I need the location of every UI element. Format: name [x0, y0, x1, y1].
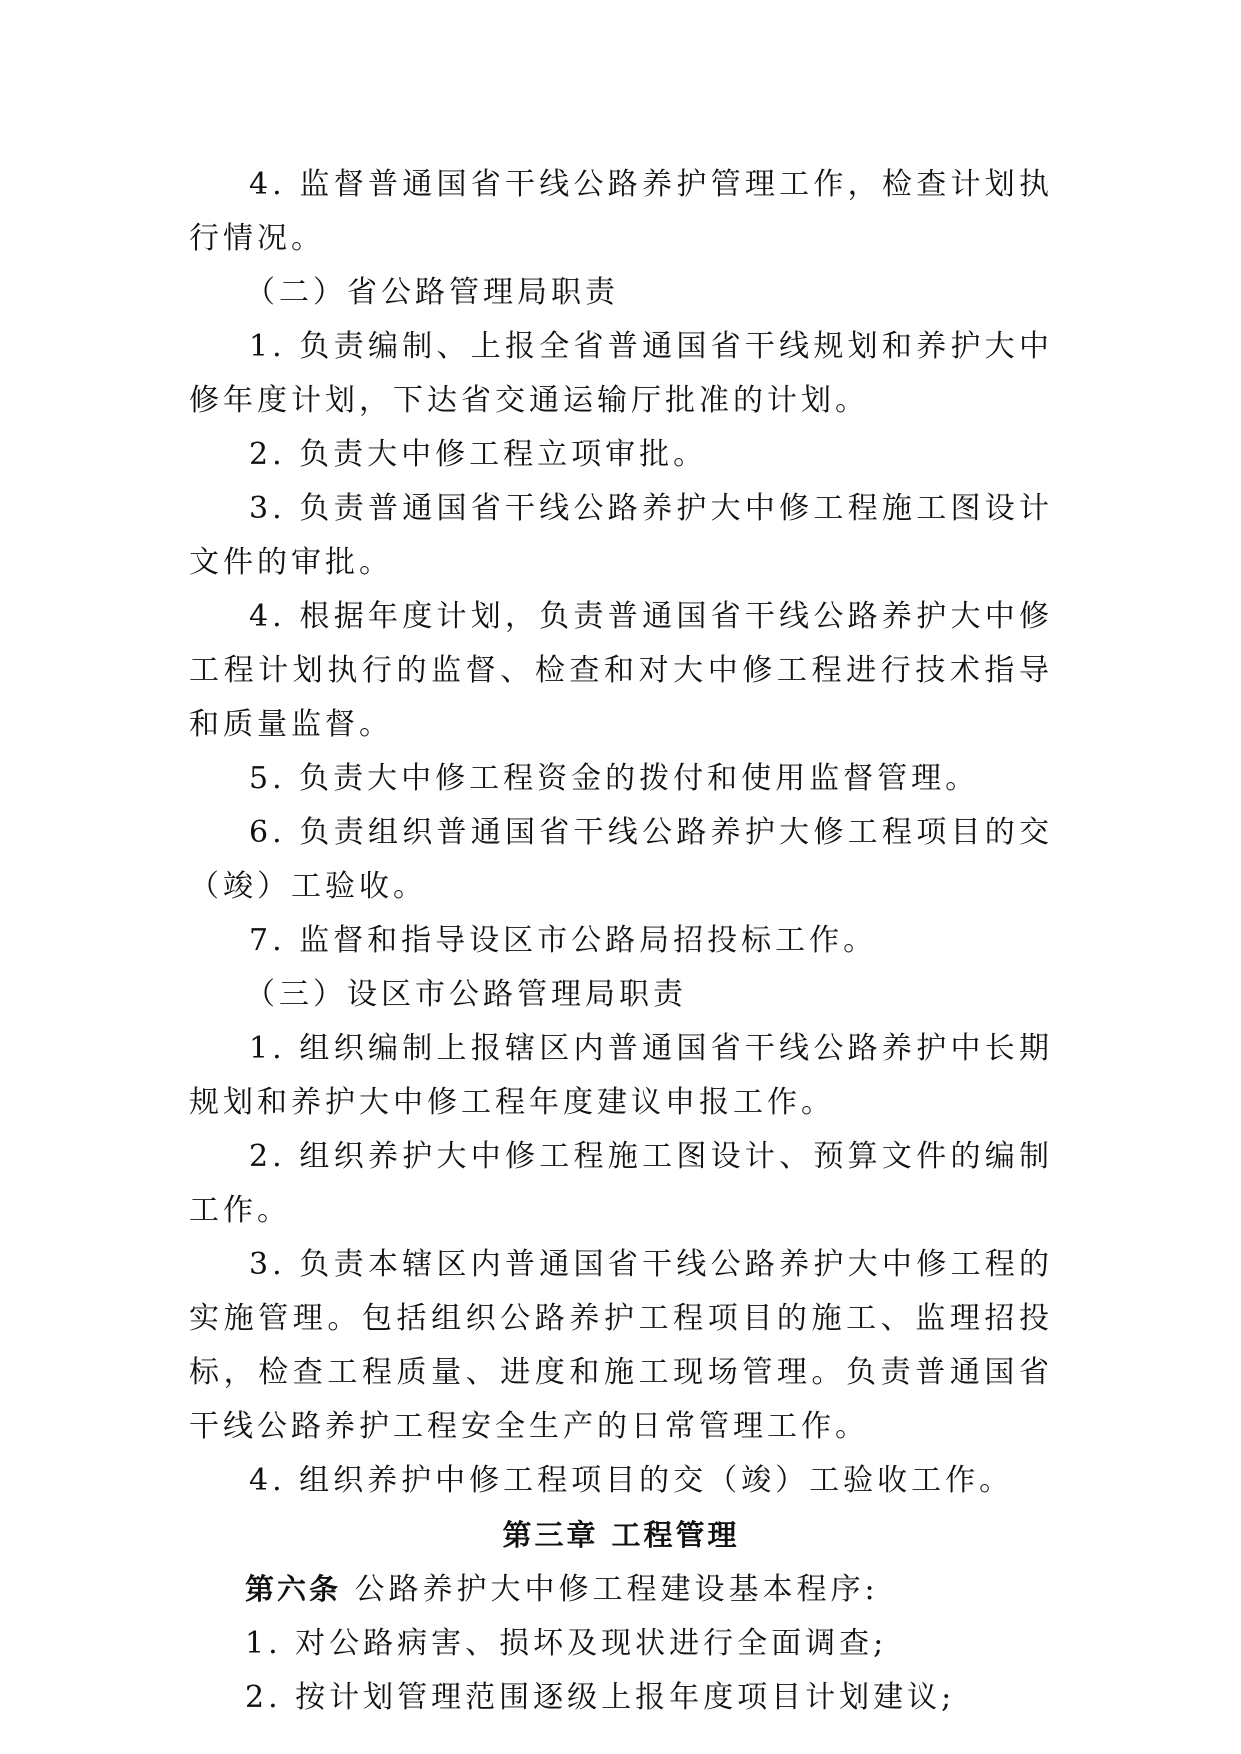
paragraph-city-item-4: 4. 组织养护中修工程项目的交（竣）工验收工作。 [249, 1463, 1014, 1498]
procedure-step-2: 2. 按计划管理范围逐级上报年度项目计划建议; [245, 1680, 956, 1715]
article-text: 公路养护大中修工程建设基本程序: [341, 1572, 879, 1607]
section-heading-provincial-bureau: （二）省公路管理局职责 [245, 275, 619, 310]
document-body [189, 158, 1053, 1725]
paragraph-city-item-2: 2. 组织养护大中修工程施工图设计、预算文件的编制工作。 [189, 1139, 1053, 1228]
paragraph-item-5-funds: 5. 负责大中修工程资金的拨付和使用监督管理。 [249, 761, 980, 796]
paragraph-item-7-bidding: 7. 监督和指导设区市公路局招投标工作。 [249, 923, 878, 958]
paragraph-item-2-approval: 2. 负责大中修工程立项审批。 [249, 437, 708, 472]
paragraph-item-4-supervise: 4. 监督普通国省干线公路养护管理工作，检查计划执行情况。 [189, 167, 1053, 256]
paragraph-city-item-3: 3. 负责本辖区内普通国省干线公路养护大中修工程的实施管理。包括组织公路养护工程项目的施工、监理招投标，检查工程质量、进度和施工现场管理。负责普通国省干线公路养护工程安全生产的日常管理工作。 [189, 1247, 1053, 1444]
chapter-title: 第三章 工程管理 [502, 1518, 740, 1552]
paragraph-item-6-acceptance: 6. 负责组织普通国省干线公路养护大修工程项目的交（竣）工验收。 [189, 815, 1053, 904]
paragraph-item-1-plan: 1. 负责编制、上报全省普通国省干线规划和养护大中修年度计划，下达省交通运输厅批准的计划。 [189, 329, 1053, 418]
article-label: 第六条 [245, 1572, 342, 1606]
paragraph-item-3-design-review: 3. 负责普通国省干线公路养护大中修工程施工图设计文件的审批。 [189, 491, 1053, 580]
article-six [189, 1562, 1053, 1617]
procedure-step-1: 1. 对公路病害、损坏及现状进行全面调查; [245, 1626, 888, 1661]
paragraph-item-4-annual-plan: 4. 根据年度计划，负责普通国省干线公路养护大中修工程计划执行的监督、检查和对大中修工程进行技术指导和质量监督。 [189, 599, 1053, 742]
section-heading-city-bureau: （三）设区市公路管理局职责 [245, 977, 687, 1012]
paragraph-city-item-1: 1. 组织编制上报辖区内普通国省干线公路养护中长期规划和养护大中修工程年度建议申报工作。 [189, 1031, 1053, 1120]
